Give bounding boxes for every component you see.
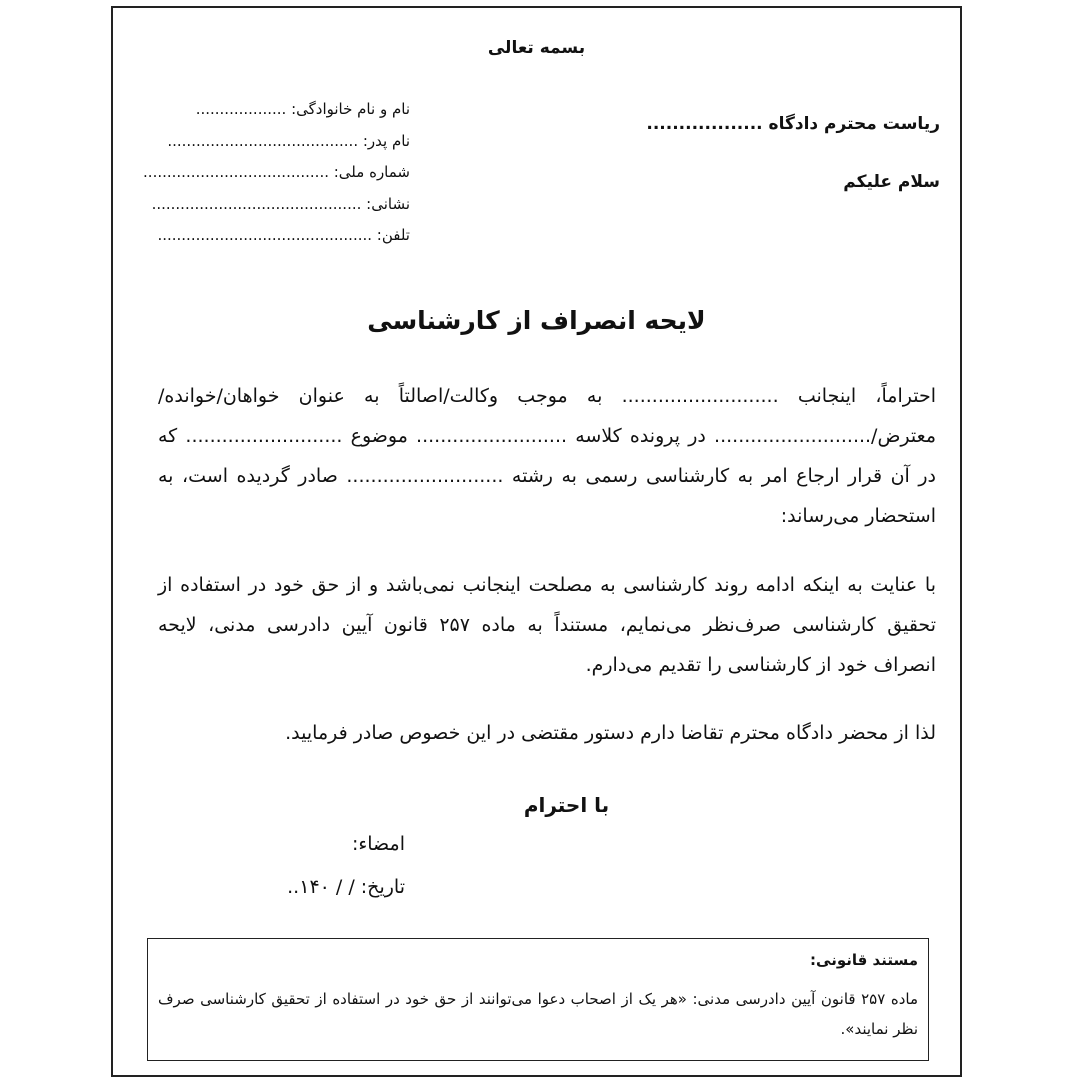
- field-national-id: شماره ملی: .......................................: [143, 163, 410, 181]
- field-full-name: نام و نام خانوادگی: ...................: [195, 100, 410, 118]
- date-line: تاریخ: / / ۱۴۰..: [287, 876, 405, 898]
- greeting: سلام علیکم: [843, 172, 940, 192]
- legal-basis-text: ماده ۲۵۷ قانون آیین دادرسی مدنی: «هر یک از اصحاب دعوا می‌توانند از حق خود در استفاده از تحقیق کارشناسی صرف نظر نمایند».: [158, 990, 918, 1038]
- document-frame: [111, 6, 962, 1077]
- legal-basis-heading: مستند قانونی:: [810, 951, 918, 969]
- legal-basis-box: [147, 938, 929, 1061]
- field-phone: تلفن: .............................................: [157, 226, 410, 244]
- court-addressee: ریاست محترم دادگاه ..................: [646, 114, 940, 134]
- field-father-name: نام پدر: ........................................: [167, 132, 410, 150]
- body-paragraph-intro: احتراماً، اینجانب .......................... به موجب وکالت/اصالتاً به عنوان خواهان/خوانده/معترض/.......................... در پرونده کلاسه ......................... موضوع .......................... که در آن قرار ارجاع امر به کارشناسی رسمی به رشته .......................... صادر گردیده است، به استحضار می‌رساند:: [158, 385, 936, 527]
- closing-salutation: با احترام: [523, 793, 610, 817]
- body-paragraph-reason: با عنایت به اینکه ادامه روند کارشناسی به مصلحت اینجانب نمی‌باشد و از حق خود در استفاده از تحقیق کارشناسی صرف‌نظر می‌نمایم، مستنداً به ماده ۲۵۷ قانون آیین دادرسی مدنی، لایحه انصراف خود از کارشناسی را تقدیم می‌دارم.: [158, 574, 936, 676]
- document-title: لایحه انصراف از کارشناسی: [367, 306, 706, 335]
- bismillah-heading: بسمه تعالی: [487, 38, 586, 58]
- body-paragraph-request: لذا از محضر دادگاه محترم تقاضا دارم دستور مقتضی در این خصوص صادر فرمایید.: [285, 722, 936, 744]
- field-address: نشانی: ............................................: [151, 195, 410, 213]
- signature-label: امضاء:: [351, 833, 405, 855]
